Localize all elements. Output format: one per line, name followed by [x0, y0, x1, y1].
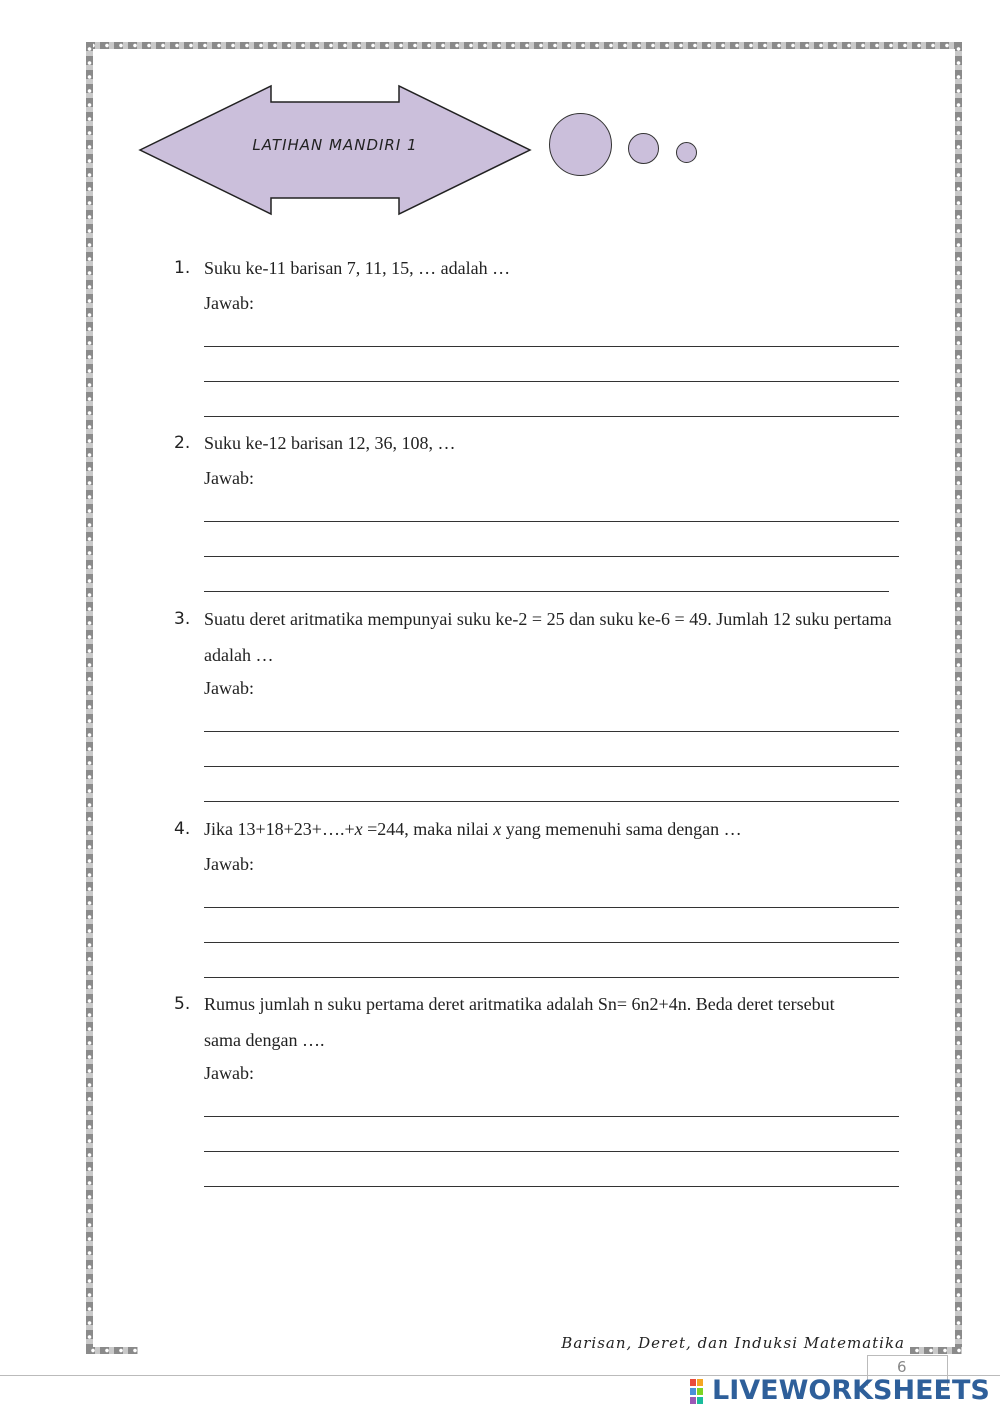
answer-label: Jawab:: [204, 678, 254, 698]
answer-label: Jawab:: [204, 293, 254, 313]
liveworksheets-logo-icon: [690, 1379, 712, 1405]
answer-label: Jawab:: [204, 1063, 254, 1083]
answer-line[interactable]: [204, 346, 899, 347]
question-text-part: Jika 13+18+23+….+: [204, 819, 355, 839]
answer-line[interactable]: [204, 416, 899, 417]
answer-line[interactable]: [204, 521, 899, 522]
question-text-part: yang memenuhi sama dengan …: [501, 819, 742, 839]
question-number: 2.: [174, 433, 191, 453]
page-number: 6: [897, 1358, 907, 1376]
answer-line[interactable]: [204, 907, 899, 908]
footer-title: Barisan, Deret, dan Induksi Matematika: [561, 1334, 905, 1352]
answer-line[interactable]: [204, 556, 899, 557]
bubble-large: [549, 113, 612, 176]
page-border-top: [86, 42, 962, 49]
variable-x: x: [493, 819, 502, 839]
question-number: 1.: [174, 258, 191, 278]
answer-line[interactable]: [204, 942, 899, 943]
question-text: [204, 811, 910, 847]
answer-label: Jawab:: [204, 468, 254, 488]
question-number: 5.: [174, 994, 191, 1014]
question-number: 4.: [174, 819, 191, 839]
question-text: Suatu deret aritmatika mempunyai suku ke-2 = 25 dan suku ke-6 = 49. Jumlah 12 suku pertama adalah …: [204, 609, 892, 665]
page-border-right: [955, 42, 962, 1354]
question-text: Suku ke-12 barisan 12, 36, 108, …: [204, 433, 456, 453]
page-border-bottom-right: [910, 1347, 962, 1354]
answer-line[interactable]: [204, 1116, 899, 1117]
question-number: 3.: [174, 609, 191, 629]
answer-line[interactable]: [204, 731, 899, 732]
page-border-left: [86, 42, 93, 1354]
question-text: Suku ke-11 barisan 7, 11, 15, … adalah …: [204, 258, 511, 278]
answer-line[interactable]: [204, 1186, 899, 1187]
bubble-small: [676, 142, 697, 163]
answer-line[interactable]: [204, 381, 899, 382]
question-text: Rumus jumlah n suku pertama deret aritmatika adalah Sn= 6n2+4n. Beda deret tersebut sama dengan ….: [204, 994, 835, 1050]
answer-line[interactable]: [204, 1151, 899, 1152]
answer-label: Jawab:: [204, 854, 254, 874]
answer-line[interactable]: [204, 977, 899, 978]
variable-x: x: [354, 819, 363, 839]
page-border-bottom-left: [86, 1347, 138, 1354]
brand[interactable]: [690, 1375, 990, 1411]
answer-line[interactable]: [204, 766, 899, 767]
bubble-medium: [628, 133, 659, 164]
banner-title: LATIHAN MANDIRI 1: [252, 136, 418, 154]
answer-line[interactable]: [204, 591, 889, 592]
question-text-part: =244, maka nilai: [362, 819, 494, 839]
brand-name: LIVEWORKSHEETS: [712, 1375, 990, 1406]
answer-line[interactable]: [204, 801, 899, 802]
